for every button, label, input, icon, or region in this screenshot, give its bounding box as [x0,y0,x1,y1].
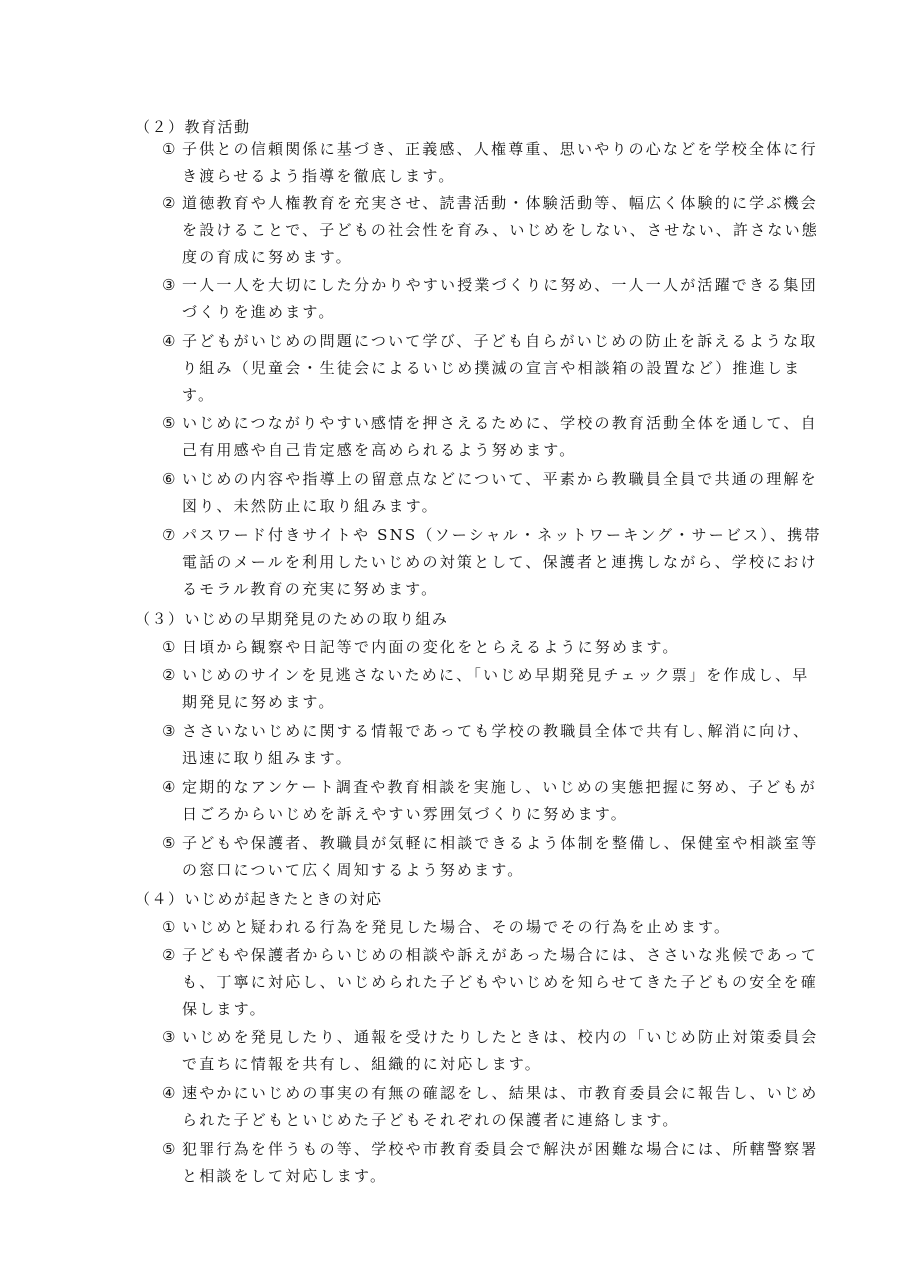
list-item [162,942,836,1023]
section-heading-education: （２）教育活動 [135,118,251,136]
item-number: ⑤ [162,1140,178,1158]
item-text: いじめのサインを見逃さないために、「いじめ早期発見チェック票」を作成し、早期発見に努めます。 [182,666,810,711]
item-number: ⑥ [162,470,178,488]
item-number: ① [162,638,178,656]
item-number: ④ [162,332,178,350]
list-item [162,410,822,464]
section-heading-early-detection: （３）いじめの早期発見のための取り組み [135,610,449,628]
item-text: いじめの内容や指導上の留意点などについて、平素から教職員全員で共通の理解を図り、未然防止に取り組みます。 [182,470,818,515]
item-text: 道徳教育や人権教育を充実させ、読書活動・体験活動等、幅広く体験的に学ぶ機会を設けることで、子どもの社会性を育み、いじめをしない、させない、許さない態度の育成に努めます。 [182,194,820,266]
item-text: いじめと疑われる行為を発見した場合、その場でその行為を止めます。 [182,918,732,936]
list-item [162,914,822,941]
item-number: ③ [162,722,178,740]
list-item [162,830,822,884]
item-number: ③ [162,276,178,294]
item-text: 日頃から観察や日記等で内面の変化をとらえるように努めます。 [182,638,680,656]
list-item [162,1024,822,1078]
item-text: パスワード付きサイトや SNS（ソーシャル・ネットワーキング・サービス）、携帯電話のメールを利用したいじめの対策として、保護者と連携しながら、学校におけるモラル教育の充実に努めます。 [182,526,822,598]
list-item [162,328,822,409]
item-number: ② [162,946,178,964]
item-number: ⑤ [162,834,178,852]
item-text: 定期的なアンケート調査や教育相談を実施し、いじめの実態把握に努め、子どもが日ごろからいじめを訴えやすい雰囲気づくりに努めます。 [182,778,817,823]
item-number: ④ [162,778,178,796]
list-item [162,190,822,271]
item-text: 犯罪行為を伴うもの等、学校や市教育委員会で解決が困難な場合には、所轄警察署と相談をして対応します。 [182,1140,819,1185]
item-text: 一人一人を大切にした分かりやすい授業づくりに努め、一人一人が活躍できる集団づくりを進めます。 [182,276,818,321]
item-text: ささいないじめに関する情報であっても学校の教職員全体で共有し､解消に向け、迅速に取り組みます。 [182,722,811,767]
item-number: ③ [162,1028,178,1046]
item-text: 子どもや保護者、教職員が気軽に相談できるよう体制を整備し、保健室や相談室等の窓口について広く周知するよう努めます。 [182,834,819,879]
item-number: ① [162,140,178,158]
section-heading-response: （４）いじめが起きたときの対応 [135,890,383,908]
item-text: 速やかにいじめの事実の有無の確認をし、結果は、市教育委員会に報告し、いじめられた子どもといじめた子どもそれぞれの保護者に連絡します。 [182,1084,819,1129]
item-text: 子どもがいじめの問題について学び、子ども自らがいじめの防止を訴えるような取り組み（児童会・生徒会によるいじめ撲滅の宣言や相談箱の設置など）推進します。 [182,332,818,404]
list-item [162,634,822,661]
item-number: ② [162,666,178,684]
list-item [162,662,822,716]
list-item [162,466,822,520]
list-item [162,1136,822,1190]
list-item [162,718,822,772]
item-text: 子どもや保護者からいじめの相談や訴えがあった場合には、ささいな兆候であっても、丁寧に対応し、いじめられた子どもやいじめを知らせてきた子どもの安全を確 保します。 [182,946,836,1018]
item-number: ① [162,918,178,936]
list-item [162,1080,822,1134]
list-item [162,272,822,326]
list-item [162,774,822,828]
item-text: いじめを発見したり、通報を受けたりしたときは、校内の「いじめ防止対策委員会で直ちに情報を共有し、組織的に対応します。 [182,1028,819,1073]
item-text: いじめにつながりやすい感情を押さえるために、学校の教育活動全体を通して、自己有用感や自己肯定感を高められるよう努めます。 [182,414,818,459]
item-number: ④ [162,1084,178,1102]
list-item [162,522,822,603]
item-text: 子供との信頼関係に基づき、正義感、人権尊重、思いやりの心などを学校全体に行き渡らせるよう指導を徹底します。 [182,140,818,185]
list-item [162,136,822,190]
item-number: ⑦ [162,526,178,544]
item-number: ⑤ [162,414,178,432]
item-number: ② [162,194,178,212]
